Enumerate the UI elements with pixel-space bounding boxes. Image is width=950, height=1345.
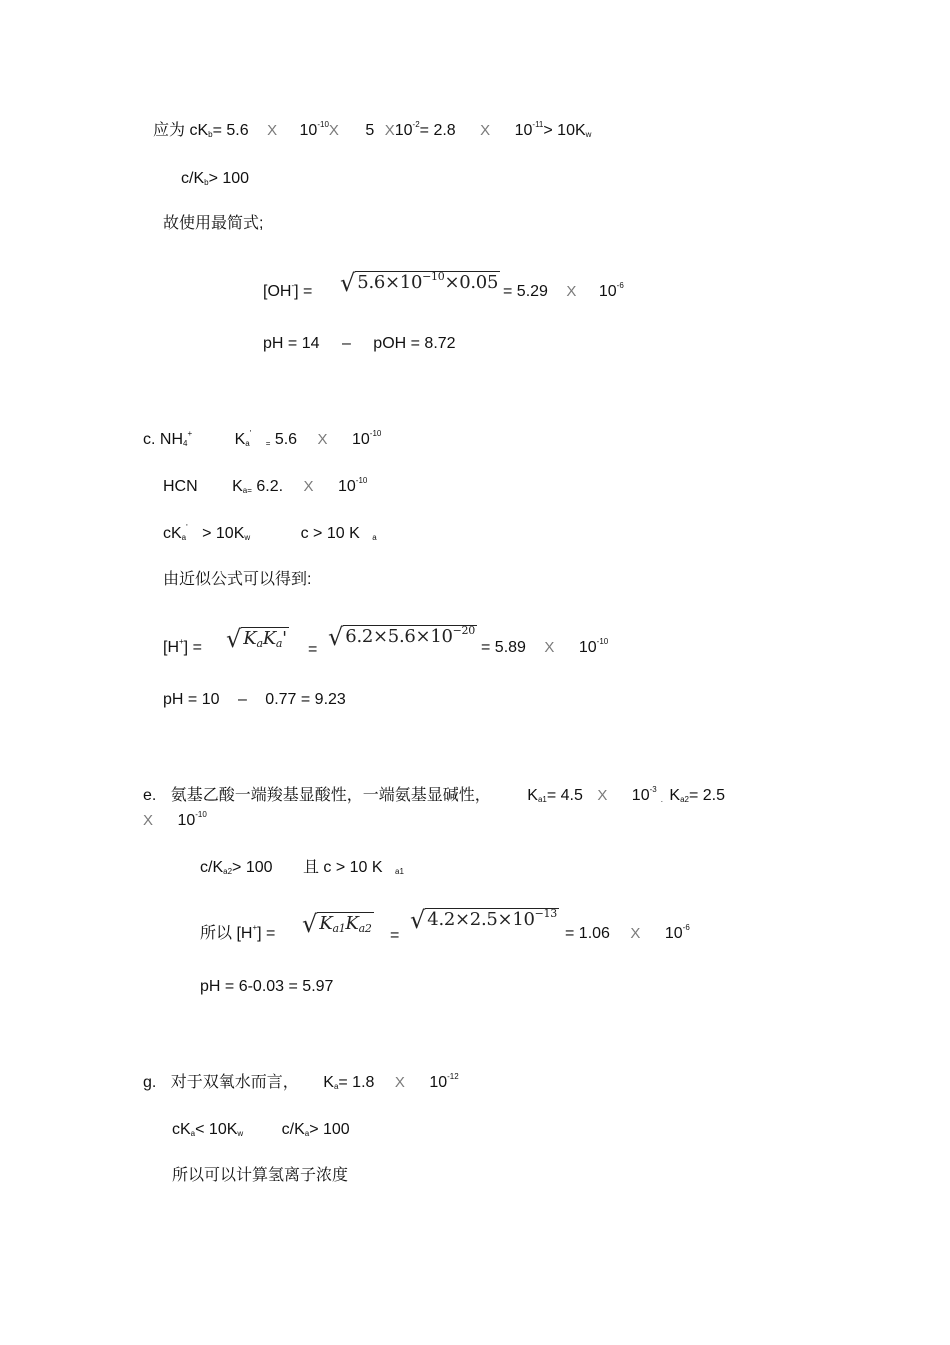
line-c5-result: = 5.89 X 10-10	[481, 637, 609, 656]
times-sign: X	[303, 478, 314, 495]
sqrt-ka-product-c: √ KaKa'	[226, 625, 287, 653]
equals-sign: =	[390, 927, 400, 944]
times-sign: X	[328, 122, 339, 139]
line-c5: [H+] =	[163, 637, 202, 656]
line-c4: 由近似公式可以得到:	[163, 571, 312, 588]
times-sign: X	[384, 122, 395, 139]
line-e4: 所以 [H+] =	[200, 923, 276, 942]
times-sign: X	[544, 639, 555, 656]
times-sign: X	[480, 122, 491, 139]
sqrt-expression-e: √ $4.2\times 2.5\times 10^{-13}$	[410, 906, 557, 934]
line-c6: pH = 10 – 0.77 = 9.23	[163, 691, 346, 708]
sqrt-ka-product-e: √ Ka1Ka2	[302, 910, 372, 938]
times-sign: X	[317, 431, 328, 448]
line-b4: [OH-] =	[263, 281, 313, 300]
times-sign: X	[597, 787, 608, 804]
line-e2: X 10-10	[143, 810, 207, 829]
times-sign: X	[566, 283, 577, 300]
line-g3: 所以可以计算氢离子浓度	[172, 1167, 349, 1184]
line-b1: 应为 cKb= 5.6 X 10-10X 5 X10-2= 2.8 X 10-11> 10Kw	[153, 120, 592, 139]
times-sign: X	[394, 1074, 405, 1091]
line-c2: HCN Ka= 6.2. X 10-10	[163, 476, 368, 495]
times-sign: X	[630, 925, 641, 942]
line-b2: c/Kb> 100	[181, 170, 250, 187]
line-b5: pH = 14 – pOH = 8.72	[263, 335, 456, 352]
line-g2: cKa< 10Kw c/Ka> 100	[172, 1121, 350, 1138]
line-e1: e. 氨基乙酸一端羧基显酸性，一端氨基显碱性， Ka1= 4.5 X 10-3. Ka2= 2.5	[143, 785, 726, 804]
times-sign: X	[267, 122, 278, 139]
line-e3: c/Ka2> 100 且 c > 10 K a1	[200, 859, 404, 876]
line-c3: cKa' > 10Kw c > 10 K a	[163, 523, 377, 542]
line-c1: c. NH4+ Ka' = 5.6 X 10-10	[143, 429, 382, 448]
equals-sign: =	[308, 641, 318, 658]
line-e5: pH = 6-0.03 = 5.97	[200, 978, 334, 995]
sqrt-expression-c: √ $6.2\times 5.6\times 10^{-20}$	[328, 623, 475, 651]
line-e4-result: = 1.06 X 10-6	[565, 923, 690, 942]
line-g1: g. 对于双氧水而言， Ka= 1.8 X 10-12	[143, 1072, 459, 1091]
line-b3: 故使用最简式;	[163, 215, 264, 232]
line-b4-result: = 5.29 X 10-6	[503, 281, 624, 300]
times-sign: X	[143, 812, 154, 829]
sqrt-expression-b: √ $5.6\times 10^{-10}\times 0.05$	[340, 269, 499, 297]
